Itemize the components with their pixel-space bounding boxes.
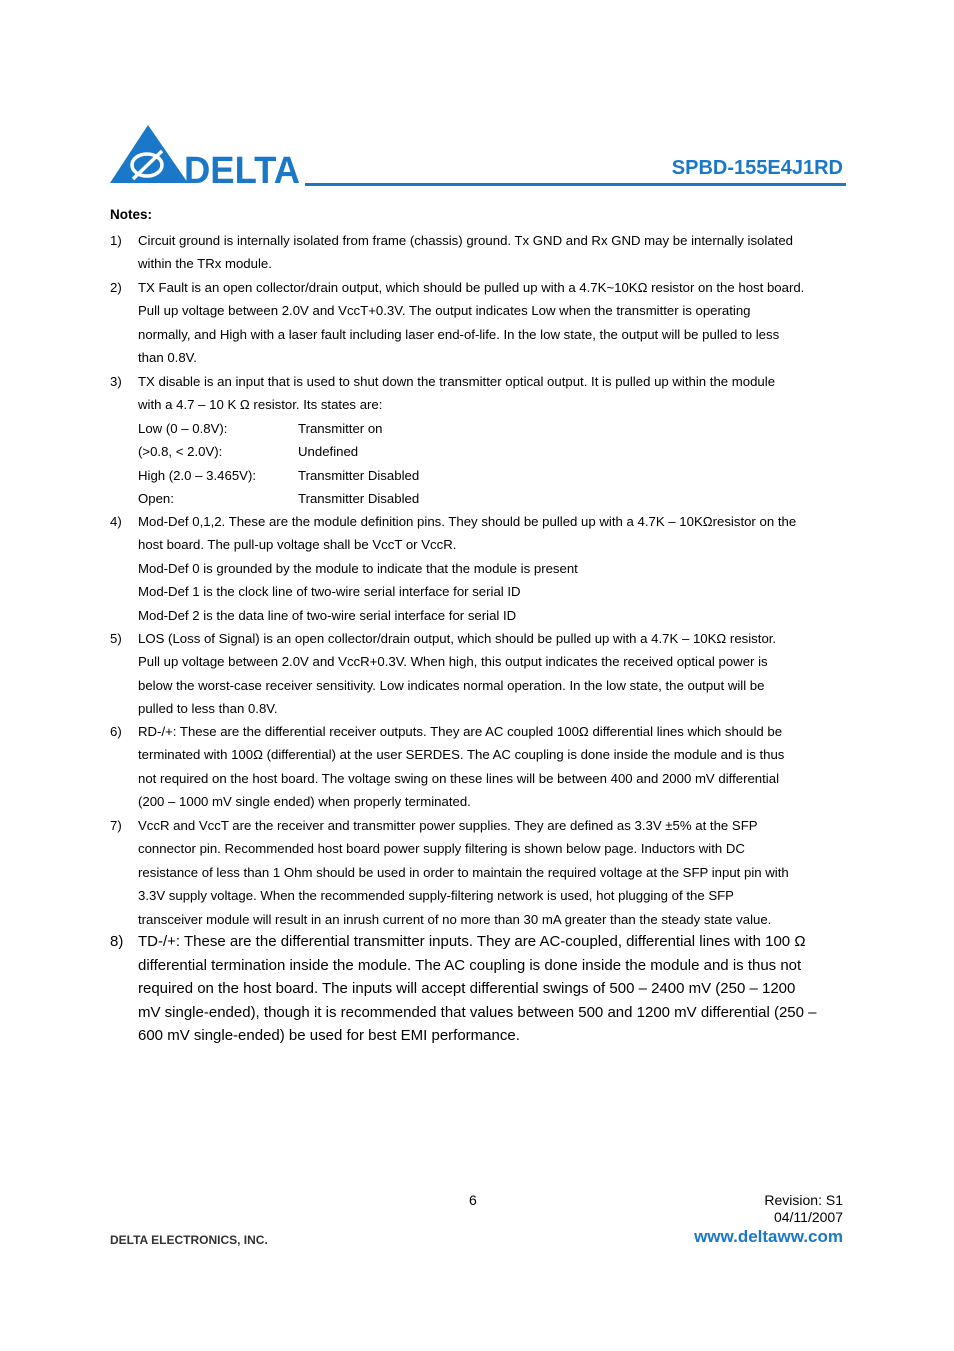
note-3	[110, 370, 855, 510]
note-line: 3.3V supply voltage. When the recommended supply-filtering network is used, hot plugging of the SFP	[138, 888, 734, 904]
note-number: 8)	[110, 933, 124, 950]
note-line: resistance of less than 1 Ohm should be used in order to maintain the required voltage at the SFP input pin with	[138, 864, 789, 880]
state-level: Low (0 – 0.8V):	[138, 420, 228, 436]
note-number: 6)	[110, 724, 122, 739]
note-line: required on the host board. The inputs will accept differential swings of 500 – 2400 mV (250 – 1200	[138, 980, 796, 997]
state-level: High (2.0 – 3.465V):	[138, 467, 257, 483]
delta-logo	[110, 123, 302, 185]
revision-label: Revision: S1	[764, 1192, 843, 1208]
note-line: with a 4.7 – 10 K Ω resistor. Its states are:	[138, 397, 383, 413]
note-line: Mod-Def 2 is the data line of two-wire serial interface for serial ID	[138, 607, 517, 623]
note-line: TX Fault is an open collector/drain output, which should be pulled up with a 4.7K~10KΩ resistor on the host board.	[138, 280, 805, 295]
revision-date: 04/11/2007	[773, 1209, 843, 1225]
header-rule	[305, 183, 846, 186]
note-5	[110, 627, 855, 721]
note-line: pulled to less than 0.8V.	[138, 701, 278, 717]
note-line: Mod-Def 0,1,2. These are the module definition pins. They should be pulled up with a 4.7K – 10KΩresistor on the	[138, 514, 797, 529]
note-2	[110, 276, 855, 370]
note-line: mV single-ended), though it is recommended that values between 500 and 1200 mV differential (250 –	[138, 1003, 817, 1021]
note-line: transceiver module will result in an inrush current of no more than 30 mA greater than the steady state value.	[138, 911, 772, 927]
note-number: 4)	[110, 514, 122, 529]
note-1	[110, 229, 855, 276]
note-number: 2)	[110, 280, 122, 295]
note-line: Mod-Def 1 is the clock line of two-wire serial interface for serial ID	[138, 584, 521, 600]
notes-heading: Notes:	[110, 207, 153, 222]
note-line: Mod-Def 0 is grounded by the module to indicate that the module is present	[138, 560, 578, 576]
state-value: Transmitter Disabled	[298, 467, 420, 483]
state-level: (>0.8, < 2.0V):	[138, 444, 223, 460]
note-8	[110, 930, 855, 1048]
note-line: Circuit ground is internally isolated from frame (chassis) ground. Tx GND and Rx GND may be internally isolated	[138, 233, 793, 248]
note-line: terminated with 100Ω (differential) at the user SERDES. The AC coupling is done inside the module and is thus	[138, 747, 785, 763]
note-line: RD-/+: These are the differential receiver outputs. They are AC coupled 100Ω differential lines which should be	[138, 724, 783, 739]
note-line: 600 mV single-ended) be used for best EMI performance.	[138, 1027, 520, 1044]
note-6	[110, 720, 855, 814]
note-line: below the worst-case receiver sensitivity. Low indicates normal operation. In the low state, the output will be	[138, 677, 765, 693]
note-number: 7)	[110, 818, 122, 833]
state-value: Undefined	[298, 444, 359, 460]
note-line: differential termination inside the module. The AC coupling is done inside the module and is thus not	[138, 956, 802, 974]
note-line: TD-/+: These are the differential transmitter inputs. They are AC-coupled, differential lines with 100 Ω	[138, 933, 806, 950]
state-value: Transmitter on	[298, 420, 383, 436]
tx-disable-state-row	[138, 464, 855, 487]
company-name: DELTA ELECTRONICS, INC.	[110, 1233, 268, 1247]
note-line: within the TRx module.	[138, 256, 272, 272]
note-number: 5)	[110, 631, 122, 646]
state-value: Transmitter Disabled	[298, 491, 420, 507]
website-link[interactable]: www.deltaww.com	[694, 1227, 843, 1246]
note-line: (200 – 1000 mV single ended) when properly terminated.	[138, 794, 471, 810]
note-line: Pull up voltage between 2.0V and VccT+0.3V. The output indicates Low when the transmitter is operating	[138, 303, 751, 319]
tx-disable-state-row	[138, 440, 855, 463]
note-7	[110, 814, 855, 931]
tx-disable-state-row	[138, 417, 855, 440]
page-number: 6	[469, 1192, 477, 1208]
note-number: 1)	[110, 233, 122, 248]
note-4	[110, 510, 855, 627]
tx-disable-state-row	[138, 487, 855, 510]
state-level: Open:	[138, 491, 174, 507]
logo-wordmark: DELTA	[184, 150, 300, 185]
note-line: not required on the host board. The voltage swing on these lines will be between 400 and 2000 mV differential	[138, 770, 779, 786]
note-line: LOS (Loss of Signal) is an open collector/drain output, which should be pulled up with a 4.7K – 10KΩ resistor.	[138, 631, 777, 646]
note-line: connector pin. Recommended host board power supply filtering is shown below page. Inductors with DC	[138, 841, 745, 857]
note-line: VccR and VccT are the receiver and transmitter power supplies. They are defined as 3.3V ±5% at the SFP	[138, 818, 758, 833]
note-line: host board. The pull-up voltage shall be VccT or VccR.	[138, 537, 457, 553]
document-title: SPBD-155E4J1RD	[671, 157, 843, 179]
note-line: than 0.8V.	[138, 350, 197, 366]
note-line: normally, and High with a laser fault including laser end-of-life. In the low state, the output will be pulled to less	[138, 326, 780, 342]
note-line: TX disable is an input that is used to shut down the transmitter optical output. It is pulled up within the module	[138, 374, 776, 389]
note-line: Pull up voltage between 2.0V and VccR+0.3V. When high, this output indicates the received optical power is	[138, 654, 768, 670]
revision-block	[764, 1192, 843, 1226]
note-number: 3)	[110, 374, 122, 389]
